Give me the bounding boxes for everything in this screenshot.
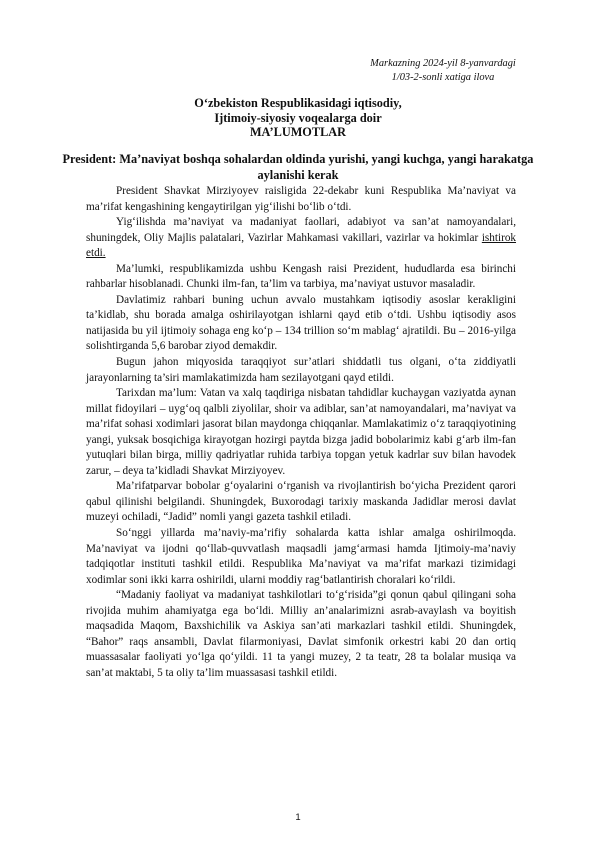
article-body (86, 184, 516, 682)
header-line-2: Ijtimoiy-siyosiy voqealarga doir (214, 110, 382, 125)
annex-line-2: 1/03-2-sonli xatiga ilova (391, 72, 495, 83)
paragraph: “Madaniy faoliyat va madaniyat tashkilotlari to‘g‘risida”gi qonun qabul qilingani soha rivojida muhim ahamiyatga ega bo‘ldi. Milliy an’analarimizni asrab-avaylash va boyitish maqsadida Maqom, Baxshichilik va Askiya san’ati markazlari tashkil etildi. Shuningdek, “Bahor” raqs ansambli, Davlat filarmoniyasi, Davlat simfonik orkestri kabi 20 dan ortiq muassasalar faoliyati yo‘lga qo‘yildi. 11 ta yangi muzey, 2 ta teatr, 28 ta bolalar musiqa va san’at maktabi, 5 ta oliy ta’lim muassasasi tashkil etildi. (86, 589, 516, 679)
paragraph: Ma’lumki, respublikamizda ushbu Kengash raisi Prezident, hududlarda esa birinchi rahbarlar hisoblanadi. Chunki ilm-fan, ta’lim va tarbiya, ma’naviyat ustuvor masaladir. (86, 262, 516, 291)
annex-line-1: Markazning 2024-yil 8-yanvardagi (370, 58, 516, 69)
paragraph: Ma’rifatparvar bobolar g‘oyalarini o‘rganish va rivojlantirish bo‘yicha Prezident qarori qabul qilinishi belgilandi. Shuningdek, Buxorodagi tarixiy maskanda Jadidlar merosi davlat muzeyi ochiladi, “Jadid” nomli yangi gazeta tashkil etiladi. (86, 480, 516, 524)
paragraph: Bugun jahon miqyosida taraqqiyot sur’atlari shiddatli tus olgani, o‘ta ziddiyatli jarayonlarning ta’siri mamlakatimizda ham sezilayotgani qayd etildi. (86, 356, 516, 384)
paragraph: So‘nggi yillarda ma’naviy-ma’rifiy sohalarda katta ishlar amalga oshirilmoqda. Ma’naviyat va ijodni qo‘llab-quvvatlash maqsadli jamg‘armasi hamda Ijtimoiy-ma’naviy tadqiqotlar instituti tashkil etildi. Respublika Ma’naviyat va ma’rifat markazi tizimidagi xodimlar soni ikki karra oshirildi, ularni moddiy rag‘batlantirish choralari ko‘rildi. (86, 527, 516, 586)
header-line-1: O‘zbekiston Respublikasidagi iqtisodiy, (194, 96, 402, 110)
article-title: President: Ma’naviyat boshqa sohalardan oldinda yurishi, yangi kuchga, yangi harakatga aylanishi kerak (62, 152, 534, 182)
underlined-text: ishtirok etdi. (86, 231, 517, 260)
paragraph: Tarixdan ma’lum: Vatan va xalq taqdiriga nisbatan tahdidlar kuchaygan vaziyatda aynan millat fidoyilari – uyg‘oq qalbli ziyolilar, shoir va adiblar, san’at namoyandalari, ma’naviyat va ma’rifat sohasi xodimlari jasorat bilan maydonga chiqqanlar. Mamlakatimiz o‘z taraqqiyotining yangi, yuksak bosqichiga kirayotgan hozirgi paytda bizga jadid bobolarimiz kabi g‘arb ilm-fan yutuqlari bilan birga, milliy qadriyatlar ruhida tarbiya topgan yetuk kadrlar suv bilan havodek zarur, – deya ta’kidladi Shavkat Mirziyoyev. (86, 387, 516, 477)
annex-note (330, 57, 556, 85)
page-number: 1 (295, 812, 301, 823)
paragraph: Davlatimiz rahbari buning uchun avvalo mustahkam iqtisodiy asoslar kerakligini ta’kidlab, shu borada amalga oshirilayotgan ishlarni qayd etib o‘tdi. Ushbu iqtisodiy asos natijasida bu yil ijtimoiy sohaga eng ko‘p – 134 trillion so‘m mablag‘ ajratildi. Bu – 2016-yilga solishtirganda 5,6 barobar ziyod demakdir. (86, 293, 516, 353)
paragraph-text: Yig‘ilishda ma’naviyat va madaniyat faollari, adabiyot va san’at namoyandalari, shuningdek, Oliy Majlis palatalari, Vazirlar Mahkamasi vakillari, vazirlar va hokimlar (86, 216, 516, 244)
document-header (60, 96, 536, 140)
paragraph (86, 215, 516, 262)
paragraph: President Shavkat Mirziyoyev raisligida 22-dekabr kuni Respublika Ma’naviyat va ma’rifat kengashining kengaytirilgan yig‘ilishi bo‘lib o‘tdi. (86, 185, 516, 213)
header-line-3: MA’LUMOTLAR (249, 125, 347, 139)
